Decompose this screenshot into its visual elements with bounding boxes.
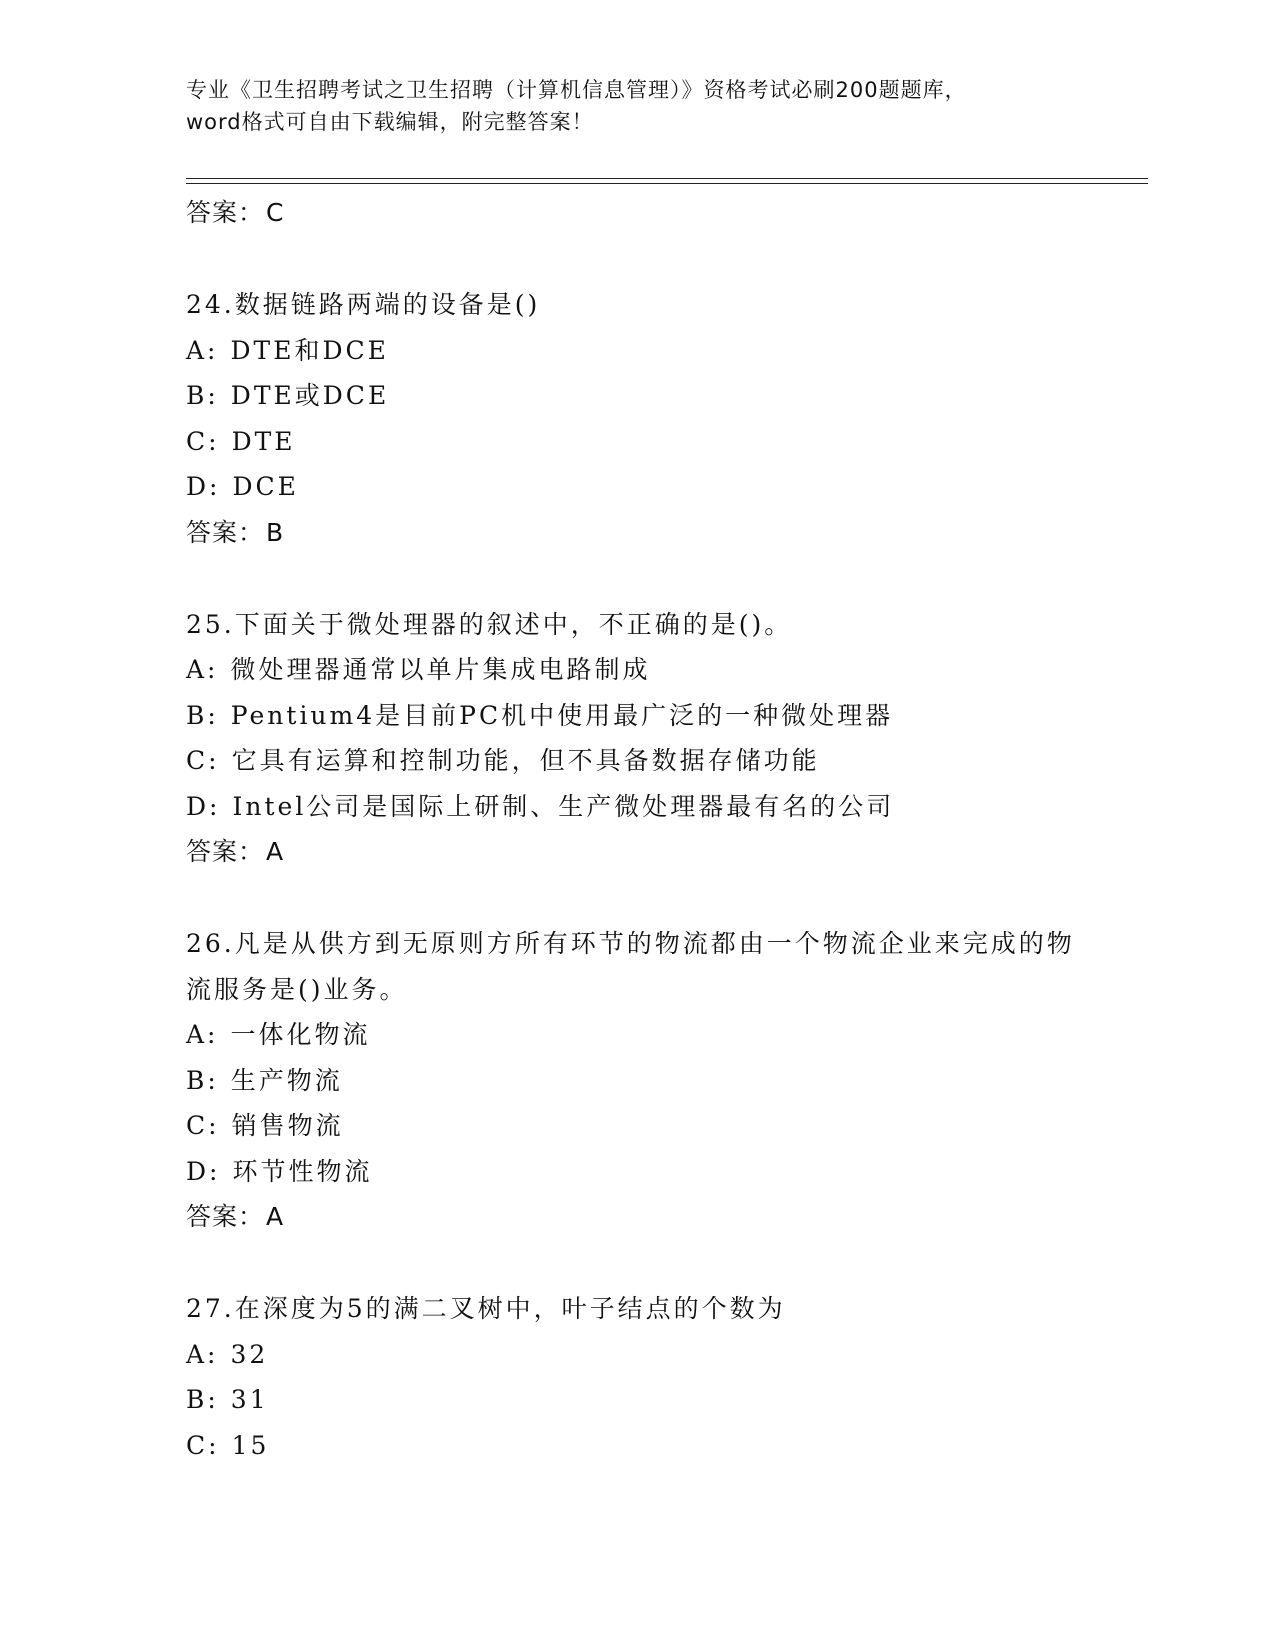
answer-line (186, 190, 1148, 236)
option-d: D: Intel公司是国际上研制、生产微处理器最有名的公司 (186, 791, 895, 821)
question-text: 25.下面关于微处理器的叙述中，不正确的是()。 (186, 609, 793, 639)
document-header (186, 74, 1086, 138)
answer-label: 答案： (186, 198, 265, 227)
answer-value: A (266, 1202, 285, 1231)
header-line-1: 专业《卫生招聘考试之卫生招聘（计算机信息管理）》资格考试必刷200题题库， (186, 78, 967, 102)
question-text: 26.凡是从供方到无原则方所有环节的物流都由一个物流企业来完成的物流服务是()业务。 (186, 929, 1075, 1004)
option-c: C: DTE (186, 426, 296, 456)
answer-line: 答案：A (186, 837, 285, 866)
option-a: A: 一体化物流 (186, 1020, 371, 1049)
answer-value: A (266, 837, 285, 866)
option-c: C: 它具有运算和控制功能，但不具备数据存储功能 (186, 746, 820, 775)
answer-line: 答案：B (186, 517, 285, 547)
option-c: C: 销售物流 (186, 1111, 344, 1140)
option-b: B: 生产物流 (186, 1065, 343, 1095)
header-line-2: word格式可自由下载编辑，附完整答案！ (186, 110, 594, 134)
question-text: 24.数据链路两端的设备是() (186, 290, 541, 319)
header-divider-top (186, 178, 1148, 179)
answer-line: 答案：A (186, 1202, 285, 1231)
option-a: A: DTE和DCE (186, 335, 389, 365)
answer-value: B (266, 517, 285, 547)
option-a: A: 32 (186, 1339, 269, 1369)
question-block (186, 282, 1148, 556)
option-b: B: Pentium4是目前PC机中使用最广泛的一种微处理器 (186, 700, 894, 730)
option-a: A: 微处理器通常以单片集成电路制成 (186, 655, 651, 684)
option-d: D: DCE (186, 472, 299, 501)
option-d: D: 环节性物流 (186, 1156, 373, 1186)
option-b: B: DTE或DCE (186, 381, 390, 410)
question-text: 27.在深度为5的满二叉树中，叶子结点的个数为 (186, 1294, 786, 1323)
option-c: C: 15 (186, 1430, 270, 1460)
question-block (186, 602, 1148, 876)
header-divider-bottom (186, 183, 1148, 184)
question-list (186, 190, 1148, 1468)
question-block (186, 1286, 1148, 1468)
answer-value: C (266, 198, 285, 227)
option-b: B: 31 (186, 1385, 269, 1414)
question-block (186, 921, 1148, 1240)
